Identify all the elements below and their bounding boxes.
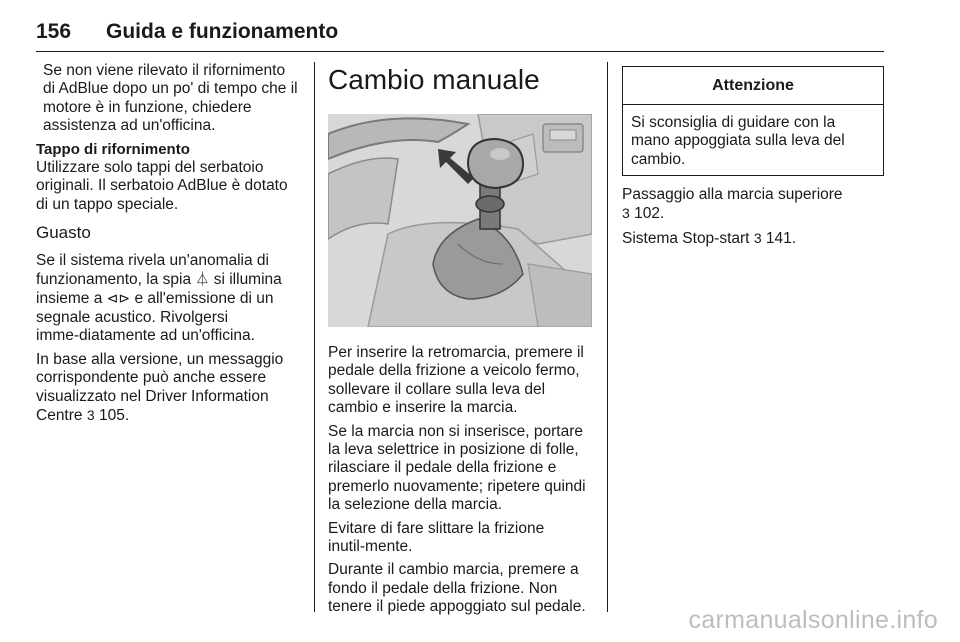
- column-divider-right: [607, 62, 608, 612]
- guasto-heading: Guasto: [36, 223, 91, 243]
- frizione-warning-text: Evitare di fare slittare la frizione inutil‑mente.: [328, 519, 545, 556]
- page-header: [36, 20, 884, 52]
- column-right: [622, 186, 884, 253]
- header-rule: [36, 51, 884, 52]
- marcia-non-inserita-text: Se la marcia non si inserisce, portare la leva selettrice in posizione di folle, rilasciare il pedale della frizione e premerlo nuovamente; ripetere quindi la selezione della marcia.: [328, 422, 586, 514]
- adblue-warning-icon: ⏃: [195, 271, 210, 288]
- retromarcia-text: Per inserire la retromarcia, premere il pedale della frizione a veicolo fermo, sollevare il collare sulla leva del cambio e inserire la marcia.: [328, 344, 584, 417]
- page-reference: 141.: [765, 229, 797, 247]
- column-left: [36, 62, 300, 430]
- upshift-reference: Passaggio alla marcia superiore 3 102.: [622, 186, 843, 223]
- gear-lever-illustration: [328, 114, 592, 327]
- guasto-paragraph-2: In base alla versione, un messaggio corrispondente può anche essere visualizzato nel Driver Information Centre 3 105.: [36, 350, 284, 424]
- site-watermark: carmanualsonline.info: [688, 606, 938, 634]
- page-reference: 102.: [634, 205, 665, 223]
- page-reference: 105.: [98, 406, 130, 424]
- reference-arrow-icon: 3: [753, 229, 762, 246]
- tappo-text: Utilizzare solo tappi del serbatoio originali. Il serbatoio AdBlue è dotato di un tappo speciale.: [36, 159, 288, 213]
- warning-text: Si sconsiglia di guidare con la mano appoggiata sulla leva del cambio.: [631, 114, 845, 168]
- reference-arrow-icon: 3: [622, 205, 630, 222]
- reference-arrow-icon: 3: [86, 406, 95, 423]
- stop-start-reference: Sistema Stop-start 3 141.: [622, 229, 797, 247]
- chapter-title: Guida e funzionamento: [106, 20, 339, 43]
- cambio-marcia-text: Durante il cambio marcia, premere a fondo il pedale della frizione. Non tenere il piede appoggiato sul pedale.: [328, 561, 586, 616]
- section-title: Cambio manuale: [328, 64, 540, 95]
- page-number: 156: [36, 20, 72, 43]
- tappo-heading: Tappo di rifornimento: [36, 140, 190, 158]
- warning-title: Attenzione: [623, 67, 883, 105]
- guasto-paragraph-1: Se il sistema rivela un'anomalia di funzionamento, la spia ⏃ si illumina insieme a ⊲⊳ e all'emissione di un segnale acustico. Rivolgersi imme‑diatamente ad un'officina.: [36, 251, 282, 345]
- adblue-intro-text: Se non viene rilevato il rifornimento di AdBlue dopo un po' di tempo che il motore è in funzione, chiedere assistenza ad un'officina.: [43, 62, 298, 135]
- gear-lever-drawing: [328, 114, 592, 327]
- warning-box: [622, 66, 884, 176]
- column-divider-left: [314, 62, 315, 612]
- engine-warning-icon: ⊲⊳: [106, 290, 131, 307]
- column-middle: [328, 344, 594, 622]
